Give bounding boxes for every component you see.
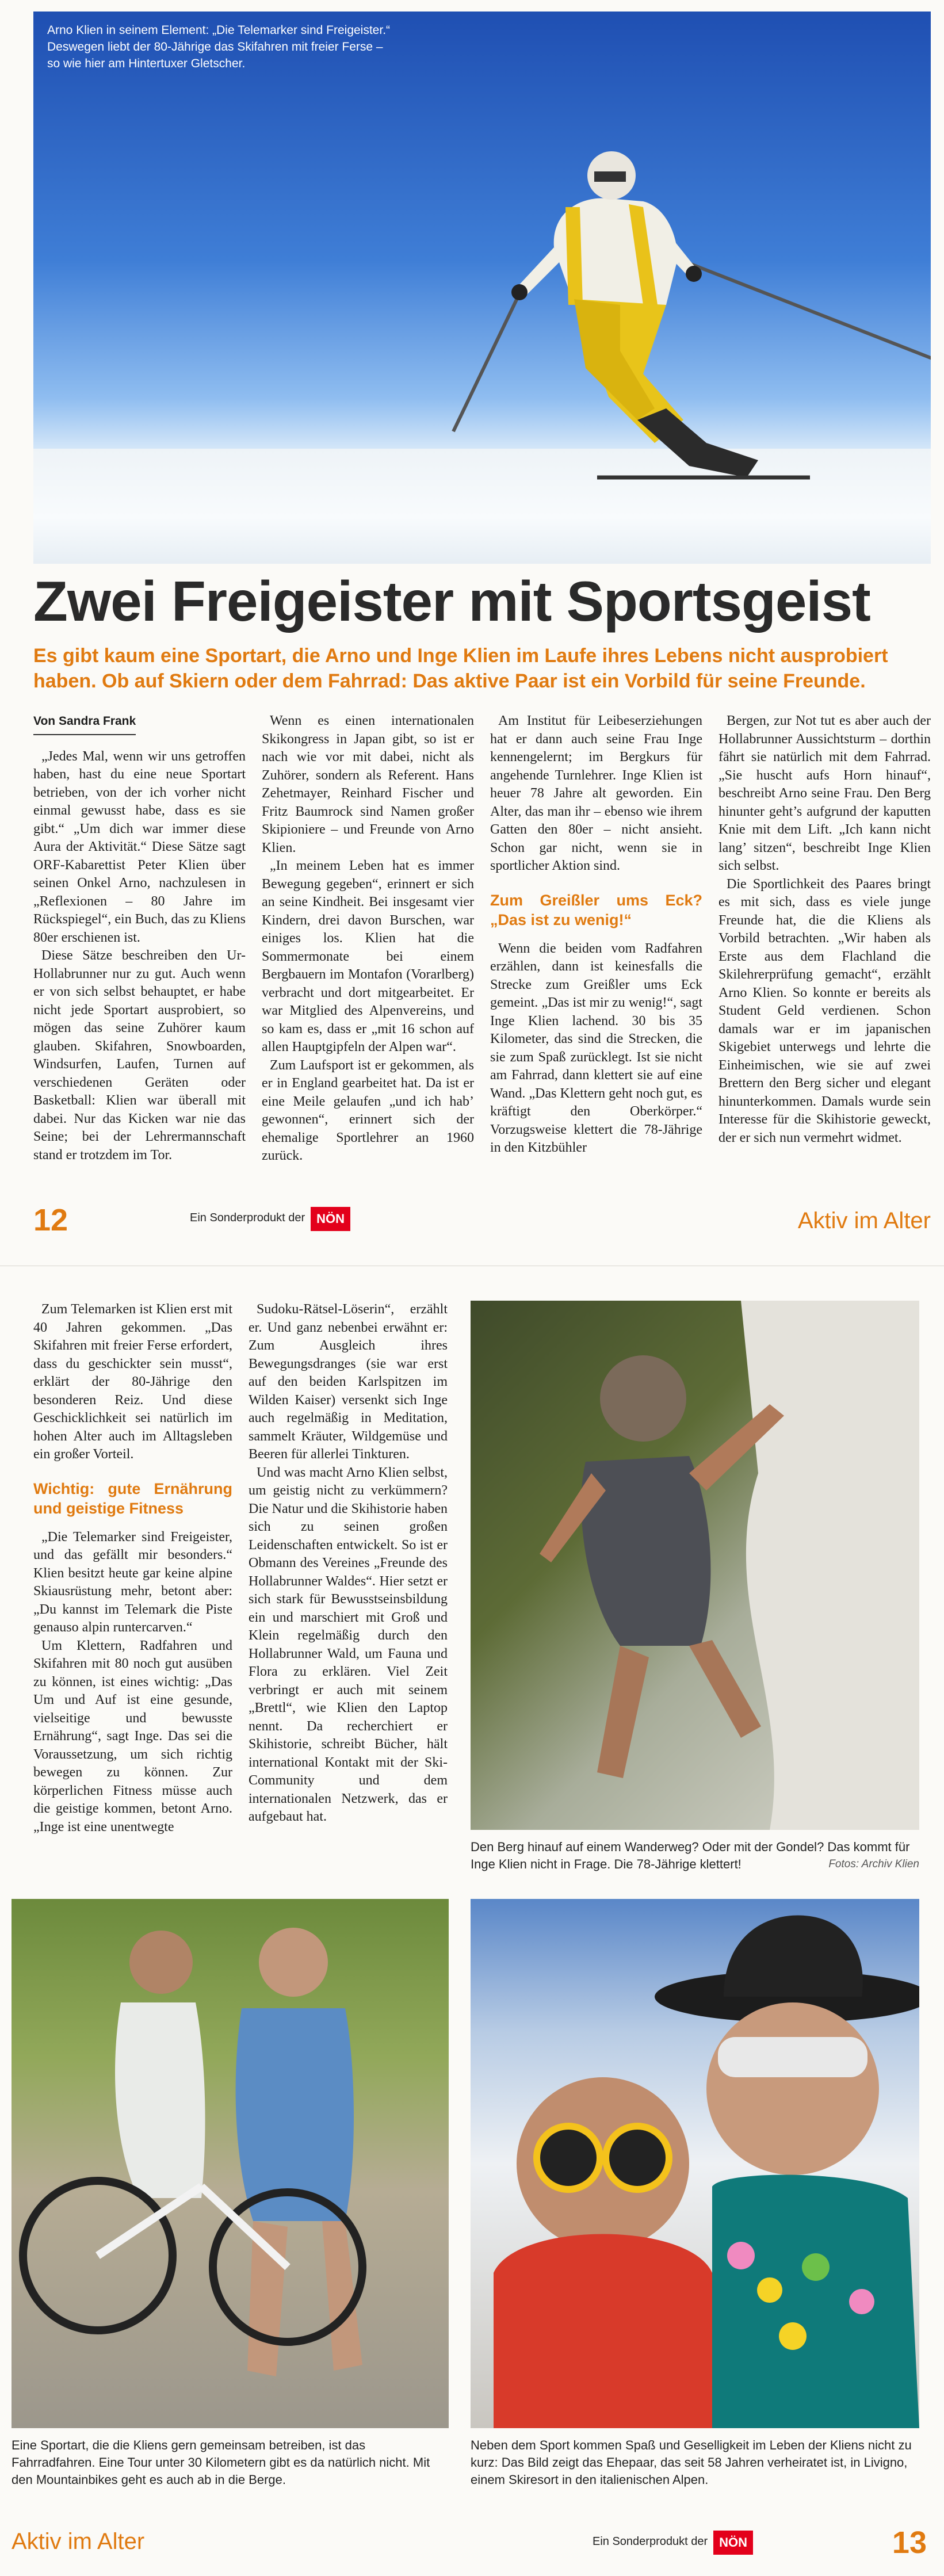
article-columns-page12 [33, 712, 931, 1190]
section-label-p13: Aktiv im Alter [12, 2529, 145, 2554]
photo-credit: Fotos: Archiv Klien [828, 1858, 919, 1870]
headline: Zwei Freigeister mit Sportsgeist [33, 570, 870, 633]
photo-climbing [471, 1301, 919, 1830]
photo-couple [471, 1899, 919, 2428]
column-1: Von Sandra Frank „Jedes Mal, wenn wir uns getroffen haben, hast du eine neue Sportart betrieben, von der ich vorher nicht einmal gewusst habe, dass es sie gibt.“ „Um dich war immer diese Aura der Aktivität.“ Diese Sätze sagt ORF-Kabarettist Peter Klien über seinen Onkel Arno, nachzulesen in „Reflexionen – 80 Jahre im Rückspiegel“, ein Buch, das zu Kliens 80er erschienen ist. Diese Sätze beschreiben den Ur-Hollabrunner nur zu gut. Auch wenn er von sich selbst behauptet, er habe nicht jede Sportart ausprobiert, so mögen das seine Zuhörer kaum glauben. Skifahren, Snowboarden, Windsurfen, Laufen, Turnen auf verschiedenen Geräten oder Basketball: Klien war überall mit dabei. Nur das Kicken war nie das Seine; bei der Lehrermannschaft stand er trotzdem im Tor. [33, 712, 246, 1190]
article-columns-page13 [33, 1301, 448, 1834]
p2-column-2: Sudoku-Rätsel-Löserin“, erzählt er. Und ganz nebenbei erwähnt er: Zum Ausgleich ihres Bewegungsdranges (sie war erst auf den beiden Karlspitzen im Wilden Kaiser) versenkt sich Inge auch regelmäßig in Meditation, sammelt Kräuter, Wildgemüse und Beeren für allerlei Tinkturen. Und was macht Arno Klien selbst, um geistig nicht zu verkümmern? Die Natur und die Skihistorie haben sich zu seinen großen Leidenschaften entwickelt. So ist er Obmann des Vereines „Freunde des Hollabrunner Waldes“. Hier setzt er sich stark für Bewusstseinsbildung ein und marschiert mit Groß und Klein regelmäßig durch den Hollabrunner Wald, um Fauna und Flora zu erklären. Viel Zeit verbringt er auch mit seinem „Brettl“, wie Klien den Laptop nennt. Da recherchiert er Skihistorie, schreibt Bücher, hält international Kontakt mit der Ski-Community und dem internationalen Netzwerk, das er aufgebaut hat. [249, 1302, 448, 1824]
photo-couple-caption: Neben dem Sport kommen Spaß und Geselligkeit im Leben der Kliens nicht zu kurz: Das Bild zeigt das Ehepaar, das seit 58 Jahren verheiratet ist, in Livigno, einem Skiresort in den italienischen Alpen. [471, 2438, 912, 2487]
photo-bike-caption: Eine Sportart, die die Kliens gern gemeinsam betreiben, ist das Fahrradfahren. Eine Tour unter 30 Kilometern gibt es da natürlich nicht. Mit den Mountainbikes geht es auch ab in die Berge. [12, 2438, 430, 2487]
noen-logo-p13: NÖN [713, 2531, 753, 2555]
page-13 [0, 1266, 944, 2576]
column-4: Bergen, zur Not tut es aber auch der Hollabrunner Aussichtsturm – dorthin fährt sie natürlich mit dem Fahrrad. „Sie huscht aufs Horn hinauf“, beschreibt Arno seine Frau. Den Berg hinunter geht’s aufgrund der kaputten Knie mit dem Lift. „Ich kann nicht lang’ sitzen“, beschreibt Inge Klien sich selbst. Die Sportlichkeit des Paares bringt es mit sich, dass es viele junge Freunde hat, die die Kliens als Vorbild betrachten. „Wir haben als Erste aus dem Flachland die Skilehrerprüfung gemacht“, erzählt Arno Klien. So konnte er bereits als Student Geld verdienen. Schon damals war er im japanischen Skigebiet unterwegs und lehrte die Einheimischen, wie sie auf zwei Brettern den Berg sicher und elegant hinunterkommen. Damals wurde sein Interesse für die Skihistorie geweckt, der er sich nun vermehrt widmet. [718, 713, 931, 1145]
hero-caption: Arno Klien in seinem Element: „Die Telemarker sind Freigeister.“ Deswegen liebt der 80-Jährige das Skifahren mit freier Ferse – so wie hier am Hintertuxer Gletscher. [47, 24, 391, 70]
section-label: Aktiv im Alter [797, 1208, 931, 1233]
deck: Es gibt kaum eine Sportart, die Arno und Inge Klien im Laufe ihres Lebens nicht ausprobiert haben. Ob auf Skiern oder dem Fahrrad: Das aktive Paar ist ein Vorbild für seine Freunde. [33, 645, 888, 692]
sponsor-note: Ein Sonderprodukt der NÖN [190, 1207, 350, 1231]
sponsor-note-p13: Ein Sonderprodukt der NÖN [593, 2531, 753, 2555]
hero-photo-skier [33, 12, 931, 564]
column-2: Wenn es einen internationalen Skikongress in Japan gibt, so ist er nach wie vor mit dabei, nicht als Zuhörer, sondern als Referent. Hans Zehetmayer, Reinhard Fischer und Fritz Baumrock sind Namen großer Skipioniere – und Freunde von Arno Klien. „In meinem Leben hat es immer Bewegung gegeben“, erinnert er sich an seine Kindheit. Bei insgesamt vier Kindern, drei davon Burschen, war einiges los. Klien hat die Sommermonate bei einem Bergbauern im Montafon (Vorarlberg) verbracht und dort mitgearbeitet. Er war Mitglied des Alpenvereins, und so kam es, dass er „mit 16 schon auf allen Hauptgipfeln der Alpen war“. Zum Laufsport ist er gekommen, als er in England gearbeitet hat. Da ist er eine Meile gelaufen „und ich hab’ gewonnen“, erinnert sich der ehemalige Sportlehrer an 1960 zurück. [262, 713, 474, 1163]
skier-illustration [436, 98, 931, 535]
subhead-nutrition: Wichtig: gute Ernährung und geistige Fitness [33, 1480, 232, 1517]
byline: Von Sandra Frank [33, 712, 136, 735]
column-3: Am Institut für Leibeserziehungen hat er dann auch seine Frau Inge kennengelernt; im Bergkurs für angehende Turnlehrer. Inge Klien ist heuer 78 Jahre alt geworden. Ein Alter, das man ihr – ebenso wie ihrem Gatten den 80er – nicht ansieht. Schon gar nicht, wenn sie in sportlicher Aktion sind. Zum Greißler ums Eck? „Das ist zu wenig!“ Wenn die beiden vom Radfahren erzählen, dann ist keinesfalls die Strecke zum Greißler ums Eck gemeint. „Das ist mir zu wenig!“, sagt Inge Klien lachend. 30 bis 35 Kilometer, das sind die Strecken, die sie zum Spaß zurücklegt. Ist sie nicht am Fahrrad, dann klettert sie auf eine Wand. „Das Klettern geht noch gut, es kräftigt den Oberkörper.“ Vorzugsweise klettert die 78-Jährige in den Kitzbühler [490, 713, 702, 1155]
photo-bike [12, 1899, 449, 2428]
page-number-12: 12 [33, 1203, 68, 1237]
p2-column-1: Zum Telemarken ist Klien erst mit 40 Jahren gekommen. „Das Skifahren mit freier Ferse erfordert, dass du geschickter sein musst“, erklärt der 80-Jährige den besonderen Reiz. Und diese Geschicklichkeit sei natürlich im hohen Alter auch im Alltagsleben ein großer Vorteil. Wichtig: gute Ernährung und geistige Fitness „Die Telemarker sind Freigeister, und das gefällt mir besonders.“ Klien besitzt heute gar keine alpine Skiausrüstung mehr, betont aber: „Du kannst im Telemark die Piste genauso alpin runtercarven.“ Um Klettern, Radfahren und Skifahren mit 80 noch gut ausüben zu können, ist eines wichtig: „Das Um und Auf ist eine gesunde, vielseitige und bewusste Ernährung“, sagt Inge. Das sei die Voraussetzung, um sich richtig bewegen zu können. Zur körperlichen Fitness müsse auch die geistige kommen, betont Arno. „Inge ist eine unentwegte [33, 1302, 232, 1834]
page-number-13: 13 [892, 2525, 927, 2560]
page-12 [0, 0, 944, 1266]
noen-logo: NÖN [311, 1207, 350, 1231]
subhead-greissler: Zum Greißler ums Eck? „Das ist zu wenig!“ [490, 891, 702, 928]
photo-climbing-caption: Den Berg hinauf auf einem Wanderweg? Oder mit der Gondel? Das kommt für Inge Klien nicht in Frage. Die 78-Jährige klettert! Fotos: Archiv Klien [471, 1839, 919, 1873]
